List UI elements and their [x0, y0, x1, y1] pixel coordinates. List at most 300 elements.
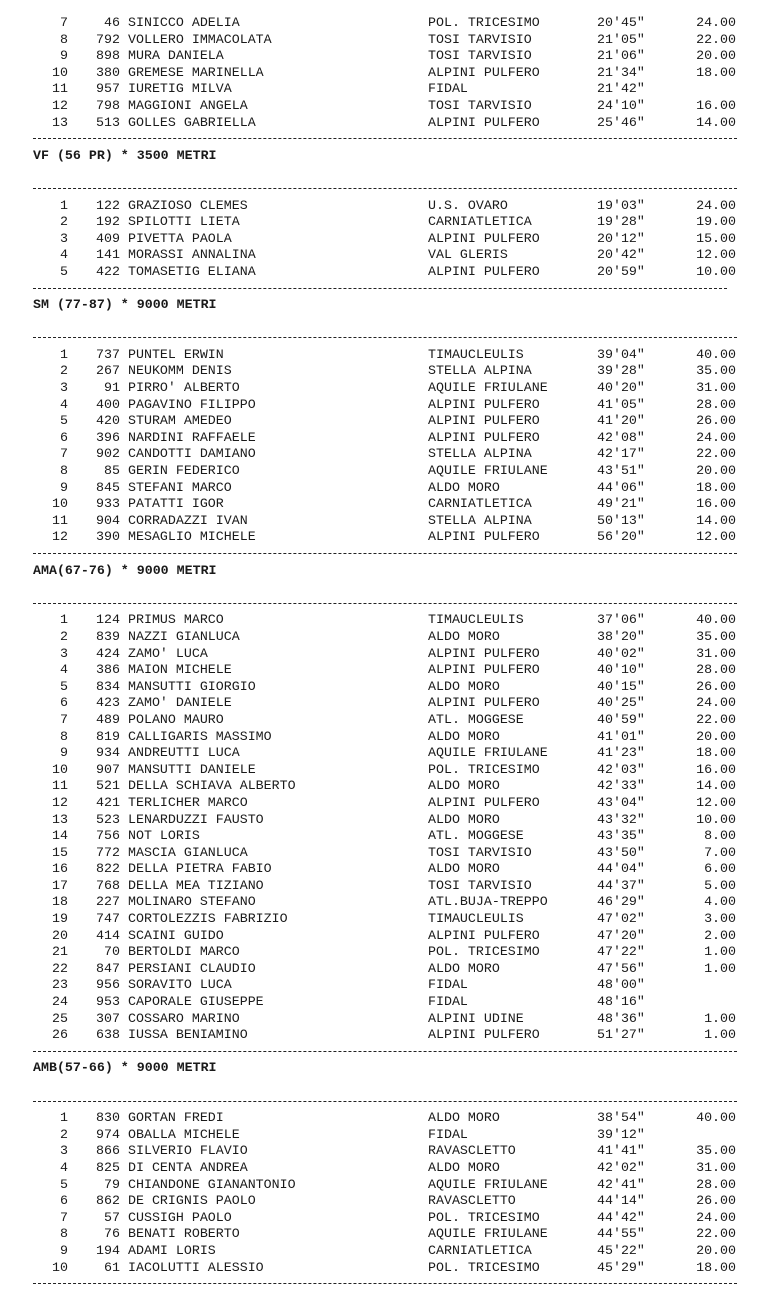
result-row [0, 1160, 780, 1177]
result-row [0, 15, 780, 32]
position-cell: 12 [52, 97, 68, 113]
club-cell: ALPINI PULFERO [428, 927, 540, 943]
bib-cell: 423 [96, 695, 120, 711]
category-header-line [0, 563, 780, 580]
position-cell: 5 [60, 413, 68, 429]
result-row [0, 928, 780, 945]
athlete-name-cell: MAION MICHELE [128, 662, 232, 678]
result-row [0, 446, 780, 463]
bib-cell: 489 [96, 711, 120, 727]
athlete-name-cell: MORASSI ANNALINA [128, 247, 256, 263]
position-cell: 7 [60, 1209, 68, 1225]
bib-cell: 974 [96, 1126, 120, 1142]
club-cell: ALPINI PULFERO [428, 662, 540, 678]
position-cell: 9 [60, 745, 68, 761]
athlete-name-cell: PATATTI IGOR [128, 496, 224, 512]
result-row [0, 745, 780, 762]
club-cell: ALPINI PULFERO [428, 645, 540, 661]
result-row [0, 513, 780, 530]
separator-line [0, 281, 780, 298]
result-row [0, 1243, 780, 1260]
club-cell: POL. TRICESIMO [428, 944, 540, 960]
position-cell: 18 [52, 894, 68, 910]
result-row [0, 679, 780, 696]
position-cell: 8 [60, 728, 68, 744]
bib-cell: 76 [104, 1226, 120, 1242]
athlete-name-cell: PIRRO' ALBERTO [128, 380, 240, 396]
athlete-name-cell: MANSUTTI GIORGIO [128, 678, 256, 694]
result-row [0, 894, 780, 911]
category-header-line [0, 297, 780, 314]
time-cell: 43'35" [597, 828, 645, 844]
position-cell: 24 [52, 994, 68, 1010]
time-cell: 21'05" [597, 31, 645, 47]
result-row [0, 762, 780, 779]
position-cell: 4 [60, 662, 68, 678]
athlete-name-cell: GRAZIOSO CLEMES [128, 197, 248, 213]
result-row [0, 977, 780, 994]
athlete-name-cell: MASCIA GIANLUCA [128, 844, 248, 860]
bib-cell: 839 [96, 628, 120, 644]
bib-cell: 834 [96, 678, 120, 694]
separator-line [0, 131, 780, 148]
bib-cell: 768 [96, 877, 120, 893]
club-cell: ALPINI PULFERO [428, 429, 540, 445]
athlete-name-cell: CORTOLEZZIS FABRIZIO [128, 911, 288, 927]
result-row [0, 430, 780, 447]
time-cell: 20'12" [597, 230, 645, 246]
points-cell: 40.00 [696, 1110, 736, 1126]
dashed-rule [33, 288, 727, 289]
result-row [0, 480, 780, 497]
points-cell: 24.00 [696, 197, 736, 213]
position-cell: 5 [60, 263, 68, 279]
bib-cell: 638 [96, 1027, 120, 1043]
position-cell: 5 [60, 678, 68, 694]
athlete-name-cell: GREMESE MARINELLA [128, 64, 264, 80]
time-cell: 19'28" [597, 214, 645, 230]
result-row [0, 1177, 780, 1194]
points-cell: 10.00 [696, 811, 736, 827]
result-row [0, 1193, 780, 1210]
athlete-name-cell: STURAM AMEDEO [128, 413, 232, 429]
points-cell: 24.00 [696, 15, 736, 30]
result-row [0, 845, 780, 862]
results-document [0, 15, 780, 1293]
points-cell: 35.00 [696, 363, 736, 379]
bib-cell: 46 [104, 15, 120, 30]
club-cell: AQUILE FRIULANE [428, 380, 548, 396]
club-cell: ATL.BUJA-TREPPO [428, 894, 548, 910]
time-cell: 21'34" [597, 64, 645, 80]
club-cell: STELLA ALPINA [428, 512, 532, 528]
athlete-name-cell: MURA DANIELA [128, 48, 224, 64]
bib-cell: 523 [96, 811, 120, 827]
points-cell: 8.00 [704, 828, 736, 844]
points-cell: 12.00 [696, 247, 736, 263]
position-cell: 16 [52, 861, 68, 877]
athlete-name-cell: VOLLERO IMMACOLATA [128, 31, 272, 47]
club-cell: AQUILE FRIULANE [428, 1226, 548, 1242]
points-cell: 28.00 [696, 662, 736, 678]
bib-cell: 902 [96, 446, 120, 462]
result-row [0, 48, 780, 65]
athlete-name-cell: CORRADAZZI IVAN [128, 512, 248, 528]
club-cell: FIDAL [428, 977, 468, 993]
bib-cell: 194 [96, 1242, 120, 1258]
time-cell: 44'04" [597, 861, 645, 877]
dashed-rule [33, 603, 737, 604]
points-cell: 24.00 [696, 695, 736, 711]
time-cell: 51'27" [597, 1027, 645, 1043]
bib-cell: 420 [96, 413, 120, 429]
club-cell: POL. TRICESIMO [428, 761, 540, 777]
points-cell: 22.00 [696, 31, 736, 47]
bib-cell: 866 [96, 1143, 120, 1159]
club-cell: ATL. MOGGESE [428, 828, 524, 844]
club-cell: TOSI TARVISIO [428, 97, 532, 113]
athlete-name-cell: SILVERIO FLAVIO [128, 1143, 248, 1159]
time-cell: 20'59" [597, 263, 645, 279]
category-header: AMB(57-66) * 9000 METRI [33, 1060, 217, 1076]
club-cell: FIDAL [428, 994, 468, 1010]
position-cell: 2 [60, 363, 68, 379]
position-cell: 8 [60, 31, 68, 47]
athlete-name-cell: MESAGLIO MICHELE [128, 529, 256, 545]
time-cell: 48'36" [597, 1010, 645, 1026]
bib-cell: 957 [96, 81, 120, 97]
bib-cell: 414 [96, 927, 120, 943]
points-cell: 5.00 [704, 877, 736, 893]
result-row [0, 1110, 780, 1127]
result-row [0, 1260, 780, 1277]
position-cell: 22 [52, 960, 68, 976]
club-cell: ALPINI PULFERO [428, 794, 540, 810]
time-cell: 24'10" [597, 97, 645, 113]
result-row [0, 81, 780, 98]
time-cell: 40'15" [597, 678, 645, 694]
points-cell: 7.00 [704, 844, 736, 860]
position-cell: 13 [52, 811, 68, 827]
time-cell: 44'55" [597, 1226, 645, 1242]
club-cell: FIDAL [428, 81, 468, 97]
club-cell: ALPINI PULFERO [428, 64, 540, 80]
points-cell: 31.00 [696, 380, 736, 396]
time-cell: 48'00" [597, 977, 645, 993]
time-cell: 41'05" [597, 396, 645, 412]
athlete-name-cell: NEUKOMM DENIS [128, 363, 232, 379]
athlete-name-cell: DE CRIGNIS PAOLO [128, 1193, 256, 1209]
athlete-name-cell: SINICCO ADELIA [128, 15, 240, 30]
result-row [0, 612, 780, 629]
athlete-name-cell: MANSUTTI DANIELE [128, 761, 256, 777]
result-row [0, 264, 780, 281]
time-cell: 44'42" [597, 1209, 645, 1225]
athlete-name-cell: TOMASETIG ELIANA [128, 263, 256, 279]
athlete-name-cell: PIVETTA PAOLA [128, 230, 232, 246]
position-cell: 10 [52, 496, 68, 512]
time-cell: 43'50" [597, 844, 645, 860]
result-row [0, 695, 780, 712]
bib-cell: 396 [96, 429, 120, 445]
category-header: SM (77-87) * 9000 METRI [33, 297, 217, 313]
position-cell: 8 [60, 1226, 68, 1242]
dashed-rule [33, 188, 737, 189]
athlete-name-cell: GERIN FEDERICO [128, 463, 240, 479]
blank-line [0, 1077, 780, 1094]
time-cell: 20'42" [597, 247, 645, 263]
time-cell: 38'54" [597, 1110, 645, 1126]
result-row [0, 778, 780, 795]
position-cell: 13 [52, 114, 68, 130]
points-cell: 2.00 [704, 927, 736, 943]
athlete-name-cell: STEFANI MARCO [128, 479, 232, 495]
position-cell: 9 [60, 48, 68, 64]
athlete-name-cell: MOLINARO STEFANO [128, 894, 256, 910]
bib-cell: 830 [96, 1110, 120, 1126]
points-cell: 18.00 [696, 745, 736, 761]
club-cell: ALPINI PULFERO [428, 230, 540, 246]
blank-line [0, 314, 780, 331]
points-cell: 1.00 [704, 960, 736, 976]
result-row [0, 231, 780, 248]
club-cell: ALPINI PULFERO [428, 263, 540, 279]
position-cell: 11 [52, 81, 68, 97]
bib-cell: 933 [96, 496, 120, 512]
club-cell: ALDO MORO [428, 960, 500, 976]
club-cell: ALDO MORO [428, 479, 500, 495]
result-row [0, 363, 780, 380]
result-row [0, 1127, 780, 1144]
points-cell: 16.00 [696, 496, 736, 512]
time-cell: 40'02" [597, 645, 645, 661]
dashed-rule [33, 1101, 737, 1102]
time-cell: 39'28" [597, 363, 645, 379]
points-cell: 19.00 [696, 214, 736, 230]
club-cell: ALPINI PULFERO [428, 413, 540, 429]
athlete-name-cell: DELLA MEA TIZIANO [128, 877, 264, 893]
athlete-name-cell: CUSSIGH PAOLO [128, 1209, 232, 1225]
points-cell: 24.00 [696, 1209, 736, 1225]
points-cell: 16.00 [696, 97, 736, 113]
athlete-name-cell: ZAMO' DANIELE [128, 695, 232, 711]
position-cell: 3 [60, 380, 68, 396]
points-cell: 12.00 [696, 529, 736, 545]
club-cell: TIMAUCLEULIS [428, 346, 524, 362]
result-row [0, 397, 780, 414]
athlete-name-cell: DI CENTA ANDREA [128, 1159, 248, 1175]
dashed-rule [33, 337, 737, 338]
points-cell: 16.00 [696, 761, 736, 777]
time-cell: 40'59" [597, 711, 645, 727]
bib-cell: 513 [96, 114, 120, 130]
club-cell: POL. TRICESIMO [428, 1209, 540, 1225]
club-cell: ALPINI UDINE [428, 1010, 524, 1026]
result-row [0, 247, 780, 264]
time-cell: 42'03" [597, 761, 645, 777]
position-cell: 12 [52, 529, 68, 545]
time-cell: 38'20" [597, 628, 645, 644]
points-cell: 26.00 [696, 1193, 736, 1209]
result-row [0, 463, 780, 480]
club-cell: ALDO MORO [428, 861, 500, 877]
bib-cell: 390 [96, 529, 120, 545]
athlete-name-cell: SORAVITO LUCA [128, 977, 232, 993]
athlete-name-cell: CALLIGARIS MASSIMO [128, 728, 272, 744]
points-cell: 35.00 [696, 628, 736, 644]
position-cell: 6 [60, 1193, 68, 1209]
athlete-name-cell: NARDINI RAFFAELE [128, 429, 256, 445]
separator-line [0, 546, 780, 563]
result-row [0, 911, 780, 928]
result-row [0, 1027, 780, 1044]
athlete-name-cell: ANDREUTTI LUCA [128, 745, 240, 761]
points-cell: 1.00 [704, 1010, 736, 1026]
points-cell: 26.00 [696, 678, 736, 694]
points-cell: 1.00 [704, 1027, 736, 1043]
result-row [0, 729, 780, 746]
position-cell: 25 [52, 1010, 68, 1026]
position-cell: 1 [60, 197, 68, 213]
points-cell: 18.00 [696, 64, 736, 80]
club-cell: TOSI TARVISIO [428, 844, 532, 860]
points-cell: 28.00 [696, 396, 736, 412]
position-cell: 2 [60, 214, 68, 230]
time-cell: 44'14" [597, 1193, 645, 1209]
position-cell: 7 [60, 446, 68, 462]
result-row [0, 828, 780, 845]
club-cell: U.S. OVARO [428, 197, 508, 213]
position-cell: 1 [60, 1110, 68, 1126]
athlete-name-cell: IUSSA BENIAMINO [128, 1027, 248, 1043]
time-cell: 42'33" [597, 778, 645, 794]
bib-cell: 825 [96, 1159, 120, 1175]
points-cell: 10.00 [696, 263, 736, 279]
result-row [0, 1011, 780, 1028]
result-row [0, 861, 780, 878]
bib-cell: 141 [96, 247, 120, 263]
bib-cell: 847 [96, 960, 120, 976]
points-cell: 20.00 [696, 1242, 736, 1258]
athlete-name-cell: SPILOTTI LIETA [128, 214, 240, 230]
athlete-name-cell: BERTOLDI MARCO [128, 944, 240, 960]
result-row [0, 662, 780, 679]
athlete-name-cell: NAZZI GIANLUCA [128, 628, 240, 644]
position-cell: 2 [60, 1126, 68, 1142]
club-cell: RAVASCLETTO [428, 1143, 516, 1159]
athlete-name-cell: IURETIG MILVA [128, 81, 232, 97]
bib-cell: 85 [104, 463, 120, 479]
time-cell: 43'04" [597, 794, 645, 810]
result-row [0, 529, 780, 546]
bib-cell: 792 [96, 31, 120, 47]
club-cell: VAL GLERIS [428, 247, 508, 263]
club-cell: AQUILE FRIULANE [428, 1176, 548, 1192]
points-cell: 3.00 [704, 911, 736, 927]
position-cell: 17 [52, 877, 68, 893]
time-cell: 41'23" [597, 745, 645, 761]
position-cell: 15 [52, 844, 68, 860]
club-cell: ALPINI PULFERO [428, 529, 540, 545]
club-cell: RAVASCLETTO [428, 1193, 516, 1209]
time-cell: 47'56" [597, 960, 645, 976]
position-cell: 4 [60, 396, 68, 412]
bib-cell: 227 [96, 894, 120, 910]
separator-line [0, 1044, 780, 1061]
position-cell: 12 [52, 794, 68, 810]
position-cell: 3 [60, 230, 68, 246]
time-cell: 21'42" [597, 81, 645, 97]
bib-cell: 907 [96, 761, 120, 777]
time-cell: 50'13" [597, 512, 645, 528]
dashed-rule [33, 1283, 737, 1284]
category-header-line [0, 148, 780, 165]
bib-cell: 953 [96, 994, 120, 1010]
bib-cell: 756 [96, 828, 120, 844]
points-cell: 12.00 [696, 794, 736, 810]
time-cell: 40'10" [597, 662, 645, 678]
position-cell: 3 [60, 645, 68, 661]
result-row [0, 994, 780, 1011]
athlete-name-cell: ZAMO' LUCA [128, 645, 208, 661]
bib-cell: 421 [96, 794, 120, 810]
bib-cell: 122 [96, 197, 120, 213]
time-cell: 42'17" [597, 446, 645, 462]
time-cell: 47'02" [597, 911, 645, 927]
time-cell: 37'06" [597, 612, 645, 628]
points-cell: 40.00 [696, 612, 736, 628]
result-row [0, 812, 780, 829]
club-cell: CARNIATLETICA [428, 214, 532, 230]
club-cell: TOSI TARVISIO [428, 48, 532, 64]
bib-cell: 79 [104, 1176, 120, 1192]
club-cell: TOSI TARVISIO [428, 877, 532, 893]
points-cell: 14.00 [696, 512, 736, 528]
club-cell: POL. TRICESIMO [428, 1259, 540, 1275]
bib-cell: 422 [96, 263, 120, 279]
club-cell: ALDO MORO [428, 1159, 500, 1175]
result-row [0, 496, 780, 513]
time-cell: 45'22" [597, 1242, 645, 1258]
club-cell: FIDAL [428, 1126, 468, 1142]
bib-cell: 862 [96, 1193, 120, 1209]
time-cell: 49'21" [597, 496, 645, 512]
separator-line [0, 596, 780, 613]
result-row [0, 347, 780, 364]
club-cell: TIMAUCLEULIS [428, 612, 524, 628]
position-cell: 1 [60, 346, 68, 362]
dashed-rule [33, 1051, 737, 1052]
athlete-name-cell: DELLA SCHIAVA ALBERTO [128, 778, 296, 794]
time-cell: 39'12" [597, 1126, 645, 1142]
time-cell: 42'02" [597, 1159, 645, 1175]
time-cell: 44'37" [597, 877, 645, 893]
position-cell: 9 [60, 479, 68, 495]
bib-cell: 772 [96, 844, 120, 860]
position-cell: 5 [60, 1176, 68, 1192]
bib-cell: 819 [96, 728, 120, 744]
athlete-name-cell: PRIMUS MARCO [128, 612, 224, 628]
club-cell: ALPINI PULFERO [428, 114, 540, 130]
bib-cell: 845 [96, 479, 120, 495]
bib-cell: 91 [104, 380, 120, 396]
bib-cell: 737 [96, 346, 120, 362]
points-cell: 4.00 [704, 894, 736, 910]
time-cell: 43'51" [597, 463, 645, 479]
points-cell: 20.00 [696, 48, 736, 64]
points-cell: 31.00 [696, 1159, 736, 1175]
position-cell: 10 [52, 761, 68, 777]
